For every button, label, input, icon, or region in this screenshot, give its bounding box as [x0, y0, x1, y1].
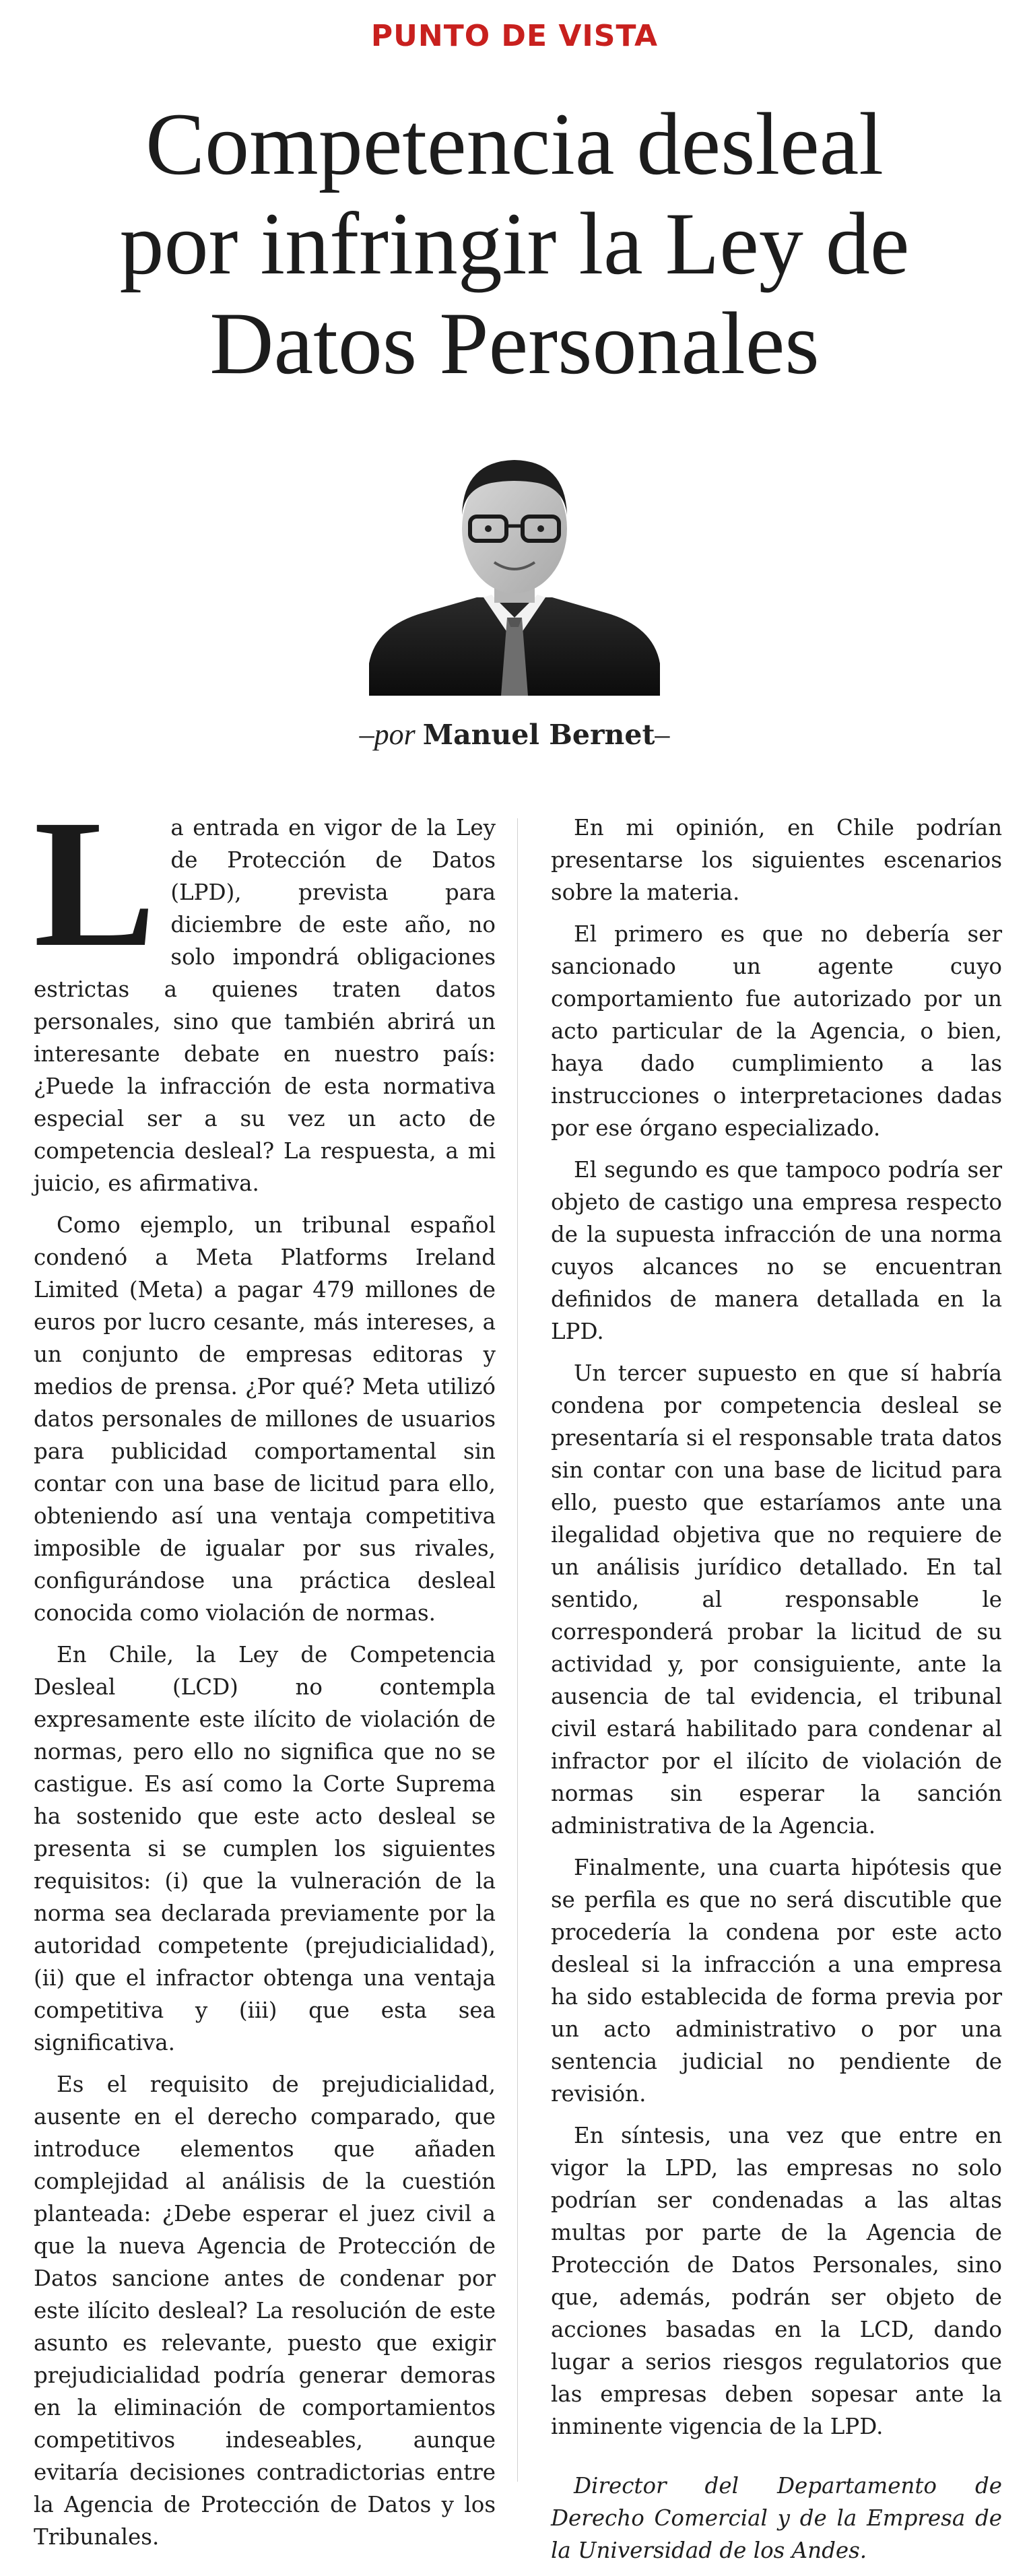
article-paragraph: En mi opinión, en Chile podrían presentarse los siguientes escenarios sobre la materia.	[551, 815, 1002, 905]
headline-line-2: por infringir la Ley de	[119, 194, 910, 293]
headline	[0, 94, 1029, 393]
article-paragraph: Es el requisito de prejudicialidad, ausente en el derecho comparado, que introduce elementos que añaden complejidad al análisis de la cuestión planteada: ¿Debe esperar el juez civil a que la nueva Agencia de Protección de Datos sancione antes de condenar por este ilícito desleal? La resolución de este asunto es relevante, puesto que exigir prejudicialidad podría generar demoras en la eliminación de comportamientos competitivos indeseables, aunque evitaría decisiones contradictorias entre la Agencia de Protección de Datos y los Tribunales.	[34, 2072, 496, 2550]
article-right-column	[551, 812, 1002, 2576]
article-paragraph: En síntesis, una vez que entre en vigor la LPD, las empresas no solo podrían ser condenadas a las altas multas por parte de la Agencia de Protección de Datos Personales, sino que, además, podrán ser objeto de acciones basadas en la LCD, dando lugar a serios riesgos regulatorios que las empresas deben sopesar ante la inminente vigencia de la LPD.	[551, 2123, 1002, 2439]
column-divider	[517, 818, 518, 2482]
section-label: PUNTO DE VISTA	[370, 19, 659, 53]
author-portrait	[369, 441, 660, 696]
article-paragraph	[34, 782, 496, 1199]
article-paragraph: El segundo es que tampoco podría ser objeto de castigo una empresa respecto de la supuesta infracción de una norma cuyos alcances no se encuentran definidos de manera detallada en la LPD.	[551, 1157, 1002, 1344]
byline-suffix: –	[655, 718, 670, 751]
author-name: Manuel Bernet	[422, 719, 655, 751]
drop-cap: L	[34, 782, 156, 985]
byline-prefix: –por	[359, 718, 416, 751]
byline	[0, 717, 1029, 752]
article-paragraph: El primero es que no debería ser sancionado un agente cuyo comportamiento fue autorizado por un acto particular de la Agencia, o bien, haya dado cumplimiento a las instrucciones o interpretaciones dadas por ese órgano especializado.	[551, 921, 1002, 1141]
headline-line-1: Competencia desleal	[145, 94, 884, 193]
article-paragraph: Como ejemplo, un tribunal español condenó a Meta Platforms Ireland Limited (Meta) a pagar 479 millones de euros por lucro cesante, más intereses, a un conjunto de empresas editoras y medios de prensa. ¿Por qué? Meta utilizó datos personales de millones de usuarios para publicidad comportamental sin contar con una base de licitud para ello, obteniendo así una ventaja competitiva imposible de igualar por sus rivales, configurándose una práctica desleal conocida como violación de normas.	[34, 1212, 496, 1626]
article-paragraph: Un tercer supuesto en que sí habría condena por competencia desleal se presentaría si el responsable trata datos sin contar con una base de licitud para ello, puesto que estaríamos ante una ilegalidad objetiva que no requiere de un análisis jurídico detallado. En tal sentido, al responsable le corresponderá probar la licitud de su actividad y, por consiguiente, ante la ausencia de tal evidencia, el tribunal civil estará habilitado para condenar al infractor por el ilícito de violación de normas sin esperar la sanción administrativa de la Agencia.	[551, 1360, 1002, 1839]
article-paragraph: En Chile, la Ley de Competencia Desleal (LCD) no contempla expresamente este ilícito de violación de normas, pero ello no significa que no se castigue. Es así como la Corte Suprema ha sostenido que este acto desleal se presenta si se cumplen los siguientes requisitos: (i) que la vulneración de la norma sea declarada previamente por la autoridad competente (prejudicialidad), (ii) que el infractor obtenga una ventaja competitiva y (iii) que esta sea significativa.	[34, 1642, 496, 2055]
article-left-column	[34, 782, 496, 2563]
author-signature: Director del Departamento de Derecho Comercial y de la Empresa de la Universidad de los Andes.	[551, 2473, 1002, 2563]
headline-line-3: Datos Personales	[209, 294, 820, 393]
paragraph-text: a entrada en vigor de la Ley de Protección de Datos (LPD), prevista para diciembre de este año, no solo impondrá obligaciones estrictas a quienes traten datos personales, sino que también abrirá un interesante debate en nuestro país: ¿Puede la infracción de esta normativa especial ser a su vez un acto de competencia desleal? La respuesta, a mi juicio, es afirmativa.	[34, 815, 496, 1196]
article-paragraph: Finalmente, una cuarta hipótesis que se perfila es que no será discutible que procedería la condena por este acto desleal si la infracción a una empresa ha sido establecida de forma previa por un acto administrativo o por una sentencia judicial no pendiente de revisión.	[551, 1855, 1002, 2107]
